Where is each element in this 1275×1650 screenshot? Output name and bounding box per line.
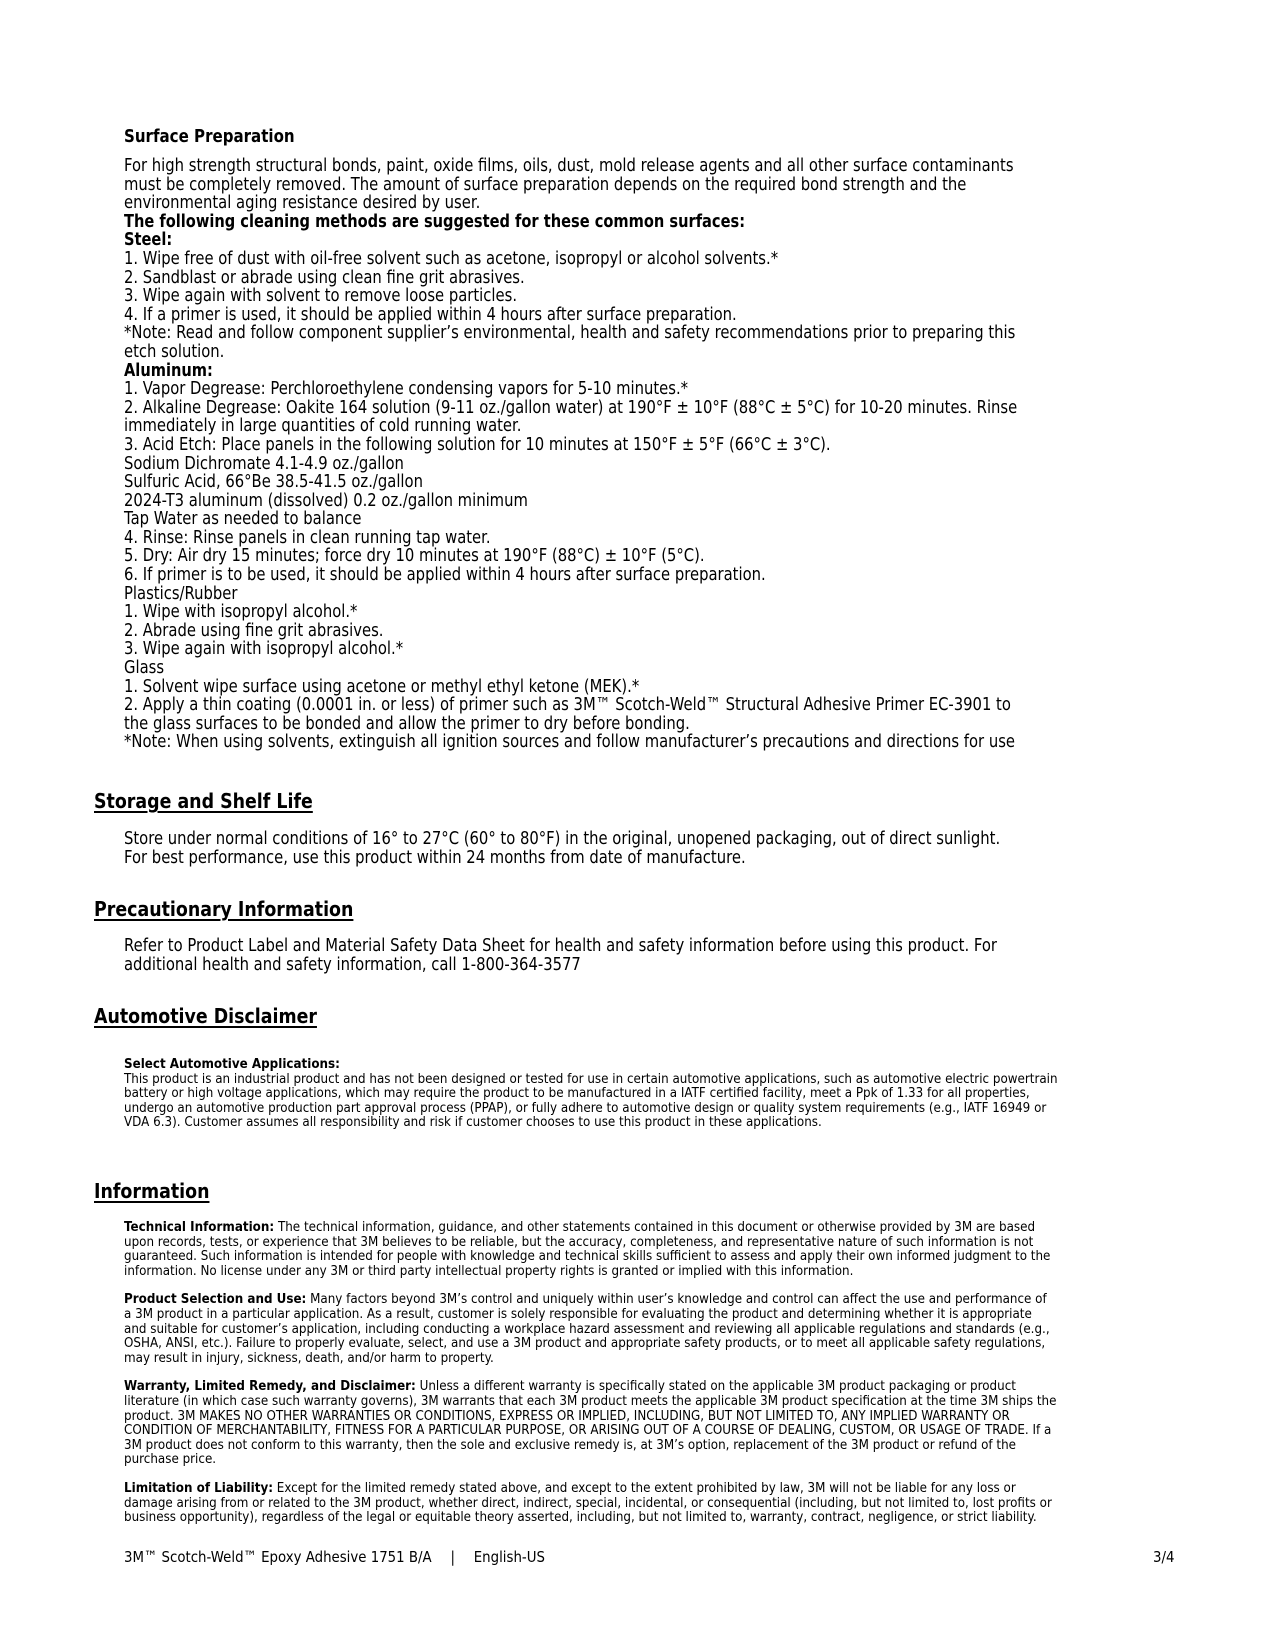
- surface-preparation-line: environmental aging resistance desired by user.: [124, 193, 481, 214]
- information-paragraph-text: Unless a different warranty is specifically stated on the applicable 3M product packaging or product: [415, 1379, 1016, 1395]
- information-heading: Information: [94, 1179, 210, 1203]
- information-paragraph-label: Technical Information:: [124, 1220, 275, 1235]
- information-body: [124, 1221, 1184, 1540]
- automotive-heading: Automotive Disclaimer: [94, 1004, 317, 1028]
- information-paragraph-first-line: [124, 1380, 1083, 1395]
- footer-product-name: 3M™ Scotch-Weld™ Epoxy Adhesive 1751 B/A: [124, 1548, 432, 1566]
- footer-left: [124, 1548, 545, 1566]
- surface-preparation-line: 1. Vapor Degrease: Perchloroethylene condensing vapors for 5-10 minutes.*: [124, 379, 689, 400]
- information-paragraph-first-line: [124, 1221, 1083, 1236]
- storage-body: [124, 830, 1161, 867]
- surface-preparation-subheading: Steel:: [124, 230, 173, 251]
- information-paragraph-text: Many factors beyond 3M’s control and uniquely within user’s knowledge and control can affect the use and performance of: [306, 1292, 1047, 1308]
- storage-line: For best performance, use this product within 24 months from date of manufacture.: [124, 847, 746, 868]
- information-paragraph-line: upon records, tests, or experience that 3M believes to be reliable, but the accuracy, completeness, and representative nature of such information is not: [124, 1234, 1034, 1250]
- surface-preparation-line: Glass: [124, 658, 165, 679]
- surface-preparation-line: 6. If primer is to be used, it should be applied within 4 hours after surface preparation.: [124, 565, 766, 586]
- surface-preparation-subheading: The following cleaning methods are suggested for these common surfaces:: [124, 211, 746, 232]
- information-paragraph-text: The technical information, guidance, and other statements contained in this document or otherwise provided by 3M are based: [274, 1220, 1036, 1235]
- information-paragraph-line: business opportunity), regardless of the legal or equitable theory asserted, including, but not limited to, warranty, contract, negligence, or strict liability.: [124, 1510, 1037, 1526]
- information-paragraph-line: damage arising from or related to the 3M product, whether direct, indirect, special, incidental, or consequential (including, but not limited to, lost profits or: [124, 1495, 1052, 1511]
- surface-preparation-line: etch solution.: [124, 341, 225, 362]
- surface-preparation-line: 3. Wipe again with solvent to remove loose particles.: [124, 286, 518, 307]
- surface-preparation-body: [124, 157, 1224, 752]
- automotive-line: This product is an industrial product and has not been designed or tested for use in certain automotive applications, such as automotive electric powertrain: [124, 1071, 1058, 1087]
- surface-preparation-line: 2. Sandblast or abrade using clean fine grit abrasives.: [124, 267, 525, 288]
- precautionary-line: Refer to Product Label and Material Safety Data Sheet for health and safety information before using this product. For: [124, 936, 997, 956]
- surface-preparation-section: [124, 127, 1224, 752]
- precautionary-line: additional health and safety information, call 1-800-364-3577: [124, 954, 581, 975]
- storage-line: Store under normal conditions of 16° to 27°C (60° to 80°F) in the original, unopened packaging, out of direct sunlight.: [124, 829, 1001, 849]
- automotive-line: VDA 6.3). Customer assumes all responsibility and risk if customer chooses to use this product in these applications.: [124, 1115, 822, 1131]
- information-paragraph-label: Product Selection and Use:: [124, 1292, 307, 1308]
- automotive-subheading: [124, 1058, 1083, 1073]
- surface-preparation-line: must be completely removed. The amount of surface preparation depends on the required bond strength and the: [124, 174, 967, 195]
- precautionary-body: [124, 937, 1157, 974]
- footer-page-number: 3/4: [1153, 1548, 1175, 1566]
- surface-preparation-line: 2024-T3 aluminum (dissolved) 0.2 oz./gallon minimum: [124, 490, 528, 511]
- surface-preparation-line: 1. Solvent wipe surface using acetone or methyl ethyl ketone (MEK).*: [124, 676, 640, 697]
- surface-preparation-line: 2. Apply a thin coating (0.0001 in. or less) of primer such as 3M™ Scotch-Weld™ Structural Adhesive Primer EC-3901 to: [124, 695, 1011, 716]
- automotive-subheading-text: Select Automotive Applications:: [124, 1057, 340, 1072]
- information-paragraph: [124, 1221, 1184, 1279]
- surface-preparation-line: 3. Acid Etch: Place panels in the following solution for 10 minutes at 150°F ± 5°F (66°C ± 3°C).: [124, 434, 831, 455]
- information-paragraph-line: a 3M product in a particular application. As a result, customer is solely responsible for evaluating the product and determining whether it is appropriate: [124, 1306, 1032, 1322]
- information-paragraph-line: purchase price.: [124, 1452, 217, 1468]
- information-paragraph: [124, 1380, 1184, 1468]
- information-paragraph: [124, 1293, 1184, 1366]
- information-paragraphs: [124, 1221, 1184, 1526]
- information-paragraph-label: Warranty, Limited Remedy, and Disclaimer:: [124, 1379, 416, 1395]
- information-paragraph-line: may result in injury, sickness, death, and/or harm to property.: [124, 1350, 494, 1366]
- surface-preparation-line: *Note: Read and follow component supplier’s environmental, health and safety recommendations prior to preparing this: [124, 323, 1016, 344]
- surface-preparation-line: immediately in large quantities of cold running water.: [124, 416, 522, 437]
- surface-preparation-line: 1. Wipe with isopropyl alcohol.*: [124, 602, 358, 623]
- automotive-line: undergo an automotive production part approval process (PPAP), or fully adhere to automotive design or quality system requirements (e.g., IATF 16949 or: [124, 1100, 1047, 1116]
- surface-preparation-line: the glass surfaces to be bonded and allow the primer to dry before bonding.: [124, 713, 690, 734]
- information-paragraph-line: literature (in which case such warranty governs), 3M warrants that each 3M product meets the applicable 3M product specification at the time 3M ships the: [124, 1393, 1057, 1409]
- surface-preparation-title: Surface Preparation: [124, 127, 295, 147]
- surface-preparation-line: Sodium Dichromate 4.1-4.9 oz./gallon: [124, 453, 404, 474]
- surface-preparation-line: 2. Abrade using fine grit abrasives.: [124, 620, 384, 641]
- surface-preparation-line: Tap Water as needed to balance: [124, 509, 362, 530]
- information-paragraph-line: information. No license under any 3M or third party intellectual property rights is granted or implied with this information.: [124, 1263, 854, 1279]
- precautionary-heading: Precautionary Information: [94, 897, 354, 921]
- surface-preparation-subheading: Aluminum:: [124, 360, 213, 381]
- surface-preparation-line: 3. Wipe again with isopropyl alcohol.*: [124, 639, 404, 660]
- surface-preparation-line: 4. If a primer is used, it should be applied within 4 hours after surface preparation.: [124, 304, 737, 325]
- automotive-line: battery or high voltage applications, which may require the product to be manufactured in a IATF certified facility, meet a Ppk of 1.33 for all properties,: [124, 1086, 1030, 1102]
- surface-preparation-line: *Note: When using solvents, extinguish all ignition sources and follow manufacturer’s precautions and directions for use: [124, 732, 1015, 753]
- footer-separator: |: [450, 1548, 455, 1566]
- surface-preparation-line: 5. Dry: Air dry 15 minutes; force dry 10 minutes at 190°F (88°C) ± 10°F (5°C).: [124, 546, 705, 567]
- surface-preparation-line: 1. Wipe free of dust with oil-free solvent such as acetone, isopropyl or alcohol solvents.*: [124, 248, 779, 269]
- information-paragraph-line: product. 3M MAKES NO OTHER WARRANTIES OR CONDITIONS, EXPRESS OR IMPLIED, INCLUDING, BUT NOT LIMITED TO, ANY IMPLIED WARRANTY OR: [124, 1408, 1010, 1424]
- information-paragraph-text: Except for the limited remedy stated above, and except to the extent prohibited by law, 3M will not be liable for any loss or: [272, 1480, 1016, 1496]
- information-paragraph-label: Limitation of Liability:: [124, 1480, 273, 1496]
- surface-preparation-line: 2. Alkaline Degrease: Oakite 164 solution (9-11 oz./gallon water) at 190°F ± 10°F (88°C ± 5°C) for 10-20 minutes. Rinse: [124, 397, 1018, 418]
- information-paragraph-line: CONDITION OF MERCHANTABILITY, FITNESS FOR A PARTICULAR PURPOSE, OR ARISING OUT OF A COURSE OF DEALING, CUSTOM, OR USAGE OF TRADE. If a: [124, 1423, 1052, 1439]
- automotive-body: [124, 1058, 1184, 1131]
- information-paragraph-line: OSHA, ANSI, etc.). Failure to properly evaluate, select, and use a 3M product and appropriate safety products, or to meet all applicable safety regulations,: [124, 1336, 1046, 1352]
- storage-heading: Storage and Shelf Life: [94, 789, 313, 813]
- information-paragraph-first-line: [124, 1293, 1083, 1308]
- information-paragraph-first-line: [124, 1482, 1083, 1497]
- surface-preparation-line: Sulfuric Acid, 66°Be 38.5-41.5 oz./gallon: [124, 472, 423, 493]
- footer-language: English-US: [473, 1548, 545, 1566]
- information-paragraph: [124, 1482, 1184, 1526]
- information-paragraph-line: 3M product does not conform to this warranty, then the sole and exclusive remedy is, at 3M’s option, replacement of the 3M product or refund of the: [124, 1437, 1016, 1453]
- surface-preparation-line: For high strength structural bonds, paint, oxide films, oils, dust, mold release agents and all other surface contaminants: [124, 156, 1014, 176]
- information-paragraph-line: guaranteed. Such information is intended for people with knowledge and technical skills sufficient to assess and apply their own informed judgment to the: [124, 1249, 1051, 1265]
- surface-preparation-line: Plastics/Rubber: [124, 583, 238, 604]
- information-paragraph-line: and suitable for customer’s application, including conducting a workplace hazard assessment and reviewing all applicable regulations and standards (e.g.,: [124, 1321, 1050, 1337]
- surface-preparation-line: 4. Rinse: Rinse panels in clean running tap water.: [124, 527, 491, 548]
